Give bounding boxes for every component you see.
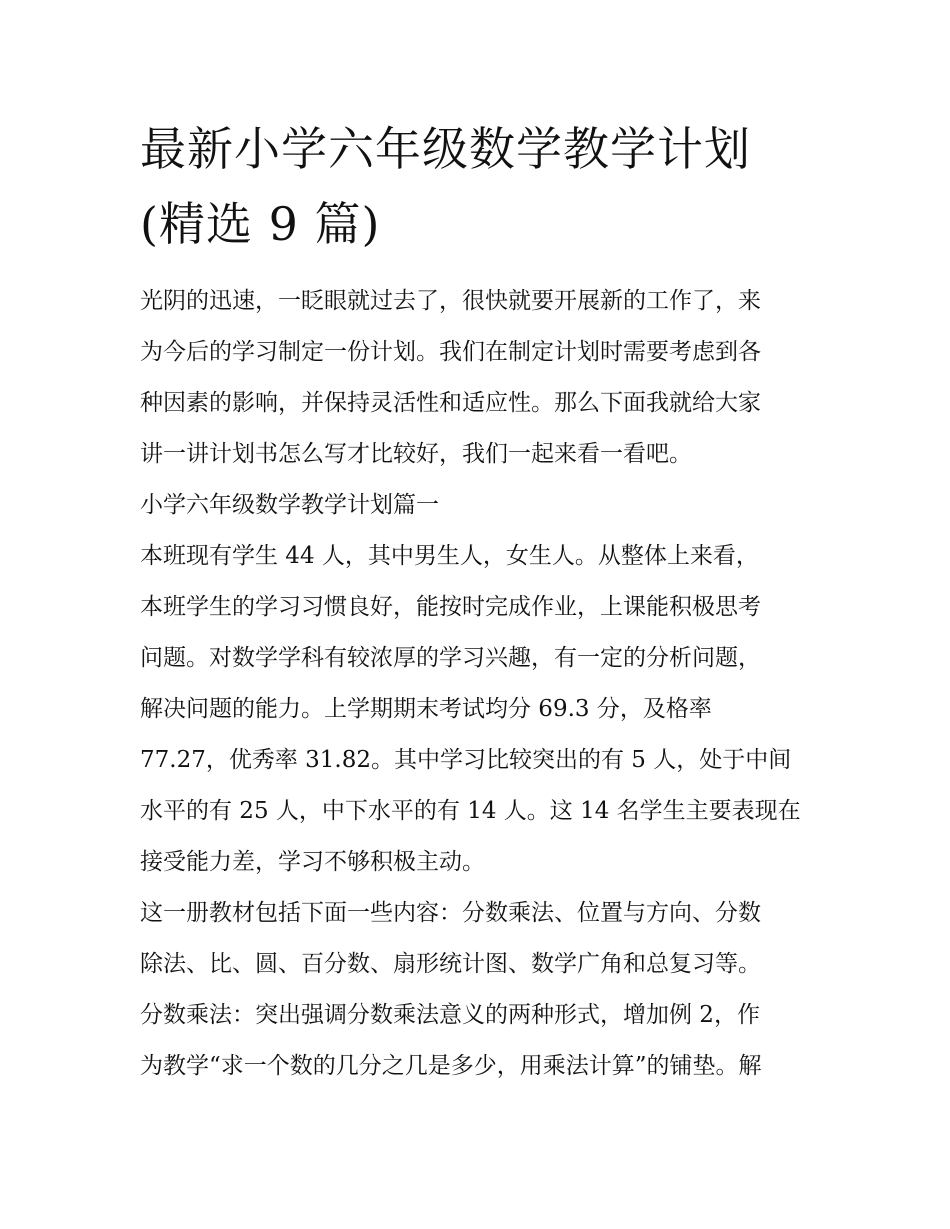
document-title <box>140 112 830 262</box>
text-line: 除法、比、圆、百分数、扇形统计图、数学广角和总复习等。 <box>140 951 761 977</box>
text-line: 这一册教材包括下面一些内容：分数乘法、位置与方向、分数 <box>140 900 761 926</box>
text-line: 接受能力差，学习不够积极主动。 <box>140 849 485 875</box>
text-line: 77.27，优秀率 31.82。其中学习比较突出的有 5 人，处于中间 <box>140 747 792 773</box>
document-body <box>140 276 830 1092</box>
text-line: 本班现有学生 44 人，其中男生人，女生人。从整体上来看， <box>140 543 759 569</box>
section-heading: 小学六年级数学教学计划篇一 <box>140 492 439 518</box>
title-line: (精选 9 篇) <box>140 197 381 251</box>
text-line: 光阴的迅速，一眨眼就过去了，很快就要开展新的工作了，来 <box>140 288 761 314</box>
text-line: 为今后的学习制定一份计划。我们在制定计划时需要考虑到各 <box>140 339 761 365</box>
text-line: 讲一讲计划书怎么写才比较好，我们一起来看一看吧。 <box>140 441 692 467</box>
title-line: 最新小学六年级数学教学计划 <box>140 122 751 176</box>
text-line: 种因素的影响，并保持灵活性和适应性。那么下面我就给大家 <box>140 390 761 416</box>
text-line: 分数乘法：突出强调分数乘法意义的两种形式，增加例 2，作 <box>140 1002 760 1028</box>
text-line: 问题。对数学学科有较浓厚的学习兴趣，有一定的分析问题， <box>140 645 761 671</box>
text-line: 本班学生的学习习惯良好，能按时完成作业，上课能积极思考 <box>140 594 761 620</box>
text-line: 解决问题的能力。上学期期末考试均分 69.3 分，及格率 <box>140 696 712 722</box>
text-line: 水平的有 25 人，中下水平的有 14 人。这 14 名学生主要表现在 <box>140 798 801 824</box>
text-line: 为教学“求一个数的几分之几是多少，用乘法计算”的铺垫。解 <box>140 1053 762 1079</box>
